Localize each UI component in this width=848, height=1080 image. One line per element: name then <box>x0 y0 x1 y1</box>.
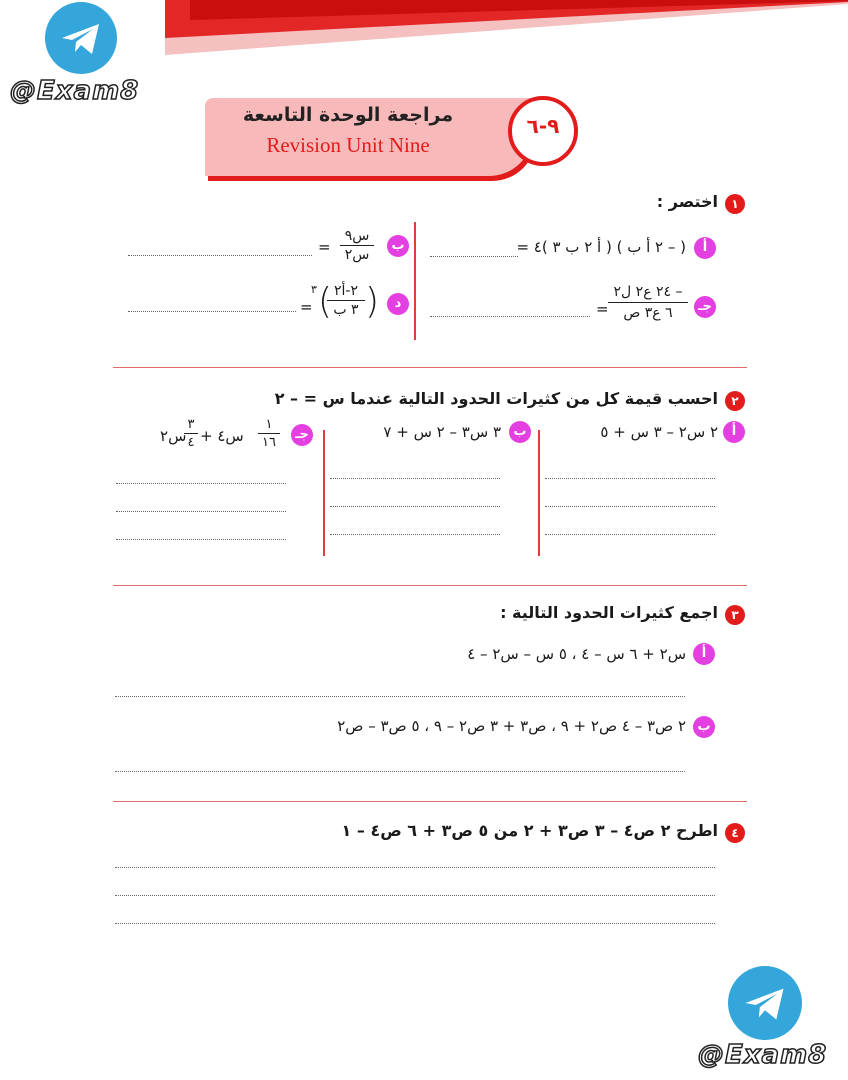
fraction-bar <box>327 300 365 301</box>
question-3-number: ٣ <box>725 605 745 625</box>
numerator: ٢-أ٢ <box>333 283 358 299</box>
q1-d-paren-left: ) <box>365 281 380 322</box>
item-label-a: أ <box>694 237 716 259</box>
answer-line <box>128 311 296 312</box>
header-title-ar: مراجعة الوحدة التاسعة <box>242 104 454 126</box>
question-4-title: اطرح ٢ ص٤ – ٣ ص٣ + ٢ من ٥ ص٣ + ٦ ص٤ – ١ <box>341 821 718 840</box>
equals-sign: = <box>318 238 331 256</box>
q2-c-expression <box>160 417 288 457</box>
question-2-title: احسب قيمة كل من كثيرات الحدود التالية عندما س = – ٢ <box>274 389 718 408</box>
denominator: ٦ ع٣ ص <box>623 305 673 321</box>
answer-line <box>545 534 715 535</box>
answer-line <box>330 534 500 535</box>
column-divider <box>538 430 540 556</box>
item-label-a: أ <box>693 643 715 665</box>
equals-sign: = <box>300 298 313 316</box>
answer-line <box>545 506 715 507</box>
question-1-number: ١ <box>725 194 745 214</box>
answer-line <box>330 478 500 479</box>
q2-a-expression: ٢ س٢ – ٣ س + ٥ <box>600 423 718 441</box>
item-label-b: ب <box>387 235 409 257</box>
q1-d-paren-right: ( <box>318 281 333 322</box>
q1-a-expression: ( – ٢ أ ب ) ( أ ٢ ب ٣ )٤ = <box>516 238 686 256</box>
item-label-c: جـ <box>291 424 313 446</box>
q3-b-expression: ٢ ص٣ – ٤ ص٢ + ٩ ، ص٣ + ٣ ص٢ – ٩ ، ٥ ص٣ – ص٢ <box>337 717 686 735</box>
fraction-bar <box>258 433 280 434</box>
denominator: ١٦ <box>262 435 276 450</box>
numerator: – ٢٤ ع٢ ل٢ <box>613 284 683 300</box>
fraction-bar <box>608 302 688 303</box>
answer-line <box>115 771 685 772</box>
question-1-title: اختصر : <box>656 192 718 211</box>
answer-line <box>115 895 715 896</box>
section-divider <box>113 585 747 586</box>
question-3-title: اجمع كثيرات الحدود التالية : <box>500 603 718 622</box>
end-term: س٢ <box>160 427 187 445</box>
denominator: ٤ <box>187 435 195 450</box>
answer-line <box>115 867 715 868</box>
answer-line <box>116 511 286 512</box>
q1-c-fraction <box>606 284 690 321</box>
item-label-a: أ <box>723 421 745 443</box>
numerator: ٣ <box>187 417 195 432</box>
watermark-logo: @Exam8 <box>698 1040 828 1070</box>
answer-line <box>116 483 286 484</box>
column-divider <box>323 430 325 556</box>
answer-line <box>430 316 590 317</box>
numerator: س٩ <box>344 228 370 244</box>
middle-term: س٤ + <box>200 427 244 445</box>
q3-a-expression: س٢ + ٦ س – ٤ ، ٥ س – س٢ – ٤ <box>467 645 686 663</box>
telegram-icon <box>728 966 802 1040</box>
top-banner-decoration <box>0 0 848 60</box>
telegram-icon <box>45 2 117 74</box>
q1-b-fraction <box>336 228 378 263</box>
section-divider <box>113 367 747 368</box>
q2-b-expression: ٣ س٣ – ٢ س + ٧ <box>383 423 501 441</box>
answer-line <box>115 923 715 924</box>
header-title-en: Revision Unit Nine <box>266 133 430 157</box>
item-label-b: ب <box>509 421 531 443</box>
column-divider <box>414 222 416 340</box>
answer-line <box>116 539 286 540</box>
fraction-1 <box>254 417 284 450</box>
item-label-c: جـ <box>694 296 716 318</box>
denominator: س٢ <box>344 247 370 263</box>
fraction-bar <box>340 245 374 246</box>
answer-line <box>330 506 500 507</box>
numerator: ١ <box>265 417 273 432</box>
equals-sign: = <box>596 300 609 318</box>
answer-line <box>545 478 715 479</box>
question-4-number: ٤ <box>725 823 745 843</box>
denominator: ٣ ب <box>333 302 359 318</box>
section-number: ٩-٦ <box>526 114 560 138</box>
answer-line <box>115 696 685 697</box>
answer-line <box>430 256 518 257</box>
item-label-b: ب <box>693 716 715 738</box>
item-label-d: د <box>387 293 409 315</box>
watermark-logo: @Exam8 <box>10 76 140 106</box>
answer-line <box>128 255 312 256</box>
question-2-number: ٢ <box>725 391 745 411</box>
section-divider <box>113 801 747 802</box>
power-exponent: ٣ <box>311 283 317 296</box>
